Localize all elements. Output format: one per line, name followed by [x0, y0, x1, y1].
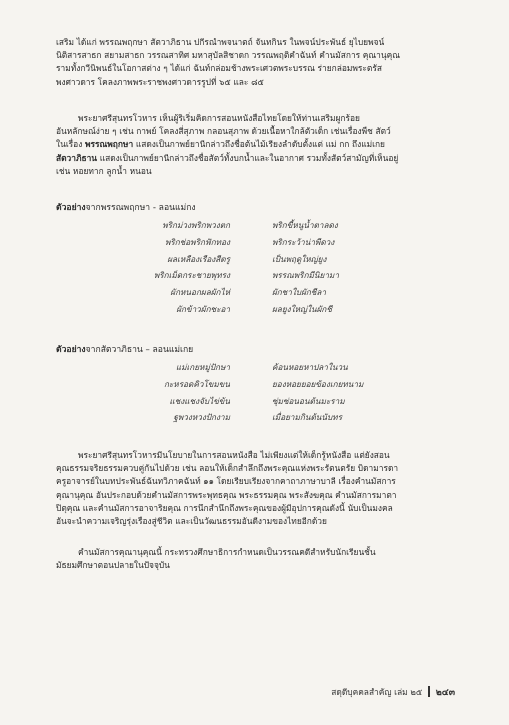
text-line: อันหลักษณ์ง่าย ๆ เช่น กาพย์ โคลงสี่สุภาพ กลอนสุภาพ ด้วยเนื้อหาใกล้ตัวเด็ก เช่นเรื่องพืช สัตว์: [56, 126, 391, 137]
poem-verse: ฐพวงหวงปักงาม: [173, 412, 230, 423]
poem-verse: ผักข้าวผักชะอา: [176, 303, 230, 314]
text-line: คำนมัสการคุณานุคุณนี้ กระทรวงศึกษาธิการกำหนดเป็นวรรณคดีสำหรับนักเรียนชั้น: [78, 547, 376, 557]
poem-verse: แม่เกยหมู่ปักษา: [175, 362, 230, 372]
paragraph-moral-teaching: [56, 449, 454, 528]
poem-verse: แชงแชงจับไข่ข้น: [169, 395, 230, 406]
poem-verse: พริกม่วงพริกพวงตก: [162, 220, 230, 230]
poem-row: [0, 219, 509, 236]
text-line: เช่น หอยทาก ลูกน้ำ หนอน: [56, 165, 152, 176]
poem-example-1: [0, 219, 509, 320]
text-line: พระยาศรีสุนทรโวหารมีนโยบายในการสอนหนังสือ ไม่เพียงแต่ให้เด็กรู้หนังสือ แต่ยังสอน: [78, 450, 390, 460]
poem-row: [0, 395, 509, 412]
poem-verse: พรรณพริกมีนิยามา: [272, 270, 339, 281]
page-number: ๒๔๓: [435, 687, 455, 698]
heading-text: จากพรรณพฤกษา - ลอนแม่กง: [85, 203, 196, 213]
poem-verse: ผลเหลืองเรืองสีตรู: [167, 253, 230, 264]
poem-verse: พริกเม็ดกระชายพุทรง: [153, 270, 230, 281]
text-fragment: แสดงเป็นกาพย์ยานีกล่าวถึงชื่อสัตว์ทั้งบกน้ำและในอากาศ รวมทั้งสัตว์สามัญที่เห็นอยู่: [97, 152, 399, 163]
paragraph-curriculum: [56, 546, 454, 572]
text-line: รามทั้งกวีนิพนธ์ในโอกาสต่าง ๆ ได้แก่ ฉันท์กล่อมช้างพระเศวตพระบรรณ ร่ายกล่อมพระตรัส: [56, 63, 382, 74]
poem-example-2: [0, 361, 509, 428]
poem-row: [0, 303, 509, 320]
poem-row: [0, 253, 509, 270]
poem-verse: ผักหนอกผลผักไห่: [170, 287, 230, 298]
poem-verse: พริกช่อพริกฟักทอง: [164, 236, 230, 247]
footer-book-title: สดุดีบุคคลสำคัญ เล่ม ๒๕: [331, 687, 423, 697]
heading-bold: ตัวอย่าง: [56, 203, 86, 213]
text-line: พงศาวดาร โคลงภาพพระราชพงศาวดารรูปที่ ๖๕ และ ๘๕: [56, 76, 264, 87]
text-fragment: ในเรื่อง: [56, 139, 85, 150]
poem-verse: พริกระว้าน่าพีดวง: [272, 236, 335, 247]
poem-verse: ซุ่มซ่อนอนต้นมะราม: [272, 395, 345, 406]
poem-verse: ค้อนหอยหาปลาในวน: [272, 362, 348, 372]
example-heading-2: [56, 342, 193, 356]
text-line: คุณธรรมจริยธรรมควบคู่กันไปด้วย เช่น ลอนให้เด็กสำลึกถึงพระคุณแห่งพระรัตนตรัย บิดามารดา: [56, 463, 399, 474]
poem-row: [0, 361, 509, 378]
heading-text: จากสัตวาภิธาน – ลอนแม่เกย: [85, 345, 194, 355]
example-heading-1: [56, 200, 196, 214]
text-fragment: แสดงเป็นกาพย์ยานีกล่าวถึงชื่อต้นไม้เรียงลำดับตั้งแต่ แม่ กก ถึงแม่เกย: [133, 139, 385, 150]
poem-row: [0, 269, 509, 286]
poem-verse: กะหรอดคิวโขมขน: [163, 378, 230, 389]
poem-verse: ผักชาใบผักชีลา: [272, 287, 327, 298]
poem-verse: เป็นพฤดูใหญ่ยูง: [272, 253, 327, 264]
poem-row: [0, 411, 509, 428]
poem-row: [0, 378, 509, 395]
poem-verse: เมื่อยามกินต้นนับทร: [272, 412, 342, 423]
footer-divider: [428, 686, 430, 697]
poem-row: [0, 236, 509, 253]
poem-row: [0, 286, 509, 303]
heading-bold: ตัวอย่าง: [56, 345, 86, 355]
title-sattawaphithan: สัตวาภิธาน: [56, 152, 98, 163]
text-line: ปิตุคุณ และคำนมัสการอาจาริยคุณ การนึกสำนึกถึงพระคุณของผู้มีอุปการคุณดังนี้ นับเป็นมงคล: [56, 502, 393, 513]
text-line: ครูอาจารย์ในบทประพันธ์ฉันทวิภาคฉันท์ ๑๑ โดยเรียบเรียงจากคาถาภาษาบาลี เรื่องคำนมัสการ: [56, 476, 396, 487]
page-footer: [331, 685, 455, 700]
text-line: นิติสารสาธก สยามสาธก วรรณสาทิศ มหาสุบัลสิชาดก วรรณพฤติคำฉันท์ คำนมัสการ คุณานุคุณ: [56, 50, 400, 61]
text-line: อันจะนำความเจริญรุ่งเรืองสู่ชีวิต และเป็นวัฒนธรรมอันดีงามของไทยอีกด้วย: [56, 516, 327, 527]
poem-verse: ยองหอยยอยข้องเกยทนาม: [272, 378, 364, 389]
text-line: คุณานุคุณ อันประกอบด้วยคำนมัสการพระพุทธคุณ พระธรรมคุณ พระสังฆคุณ คำนมัสการมาตา: [56, 489, 397, 500]
intro-paragraph: [56, 36, 454, 89]
text-line: มัธยมศึกษาตอนปลายในปัจจุบัน: [56, 560, 170, 571]
text-line: พระยาศรีสุนทรโวหาร เห็นผู้ริเริ่มคิดการสอนหนังสือไทยโดยให้ท่านเสริมผูกร้อย: [78, 113, 360, 123]
paragraph-teaching-method: [56, 112, 454, 178]
poem-verse: ผลยูงใหญ่ในผักชี: [272, 303, 332, 314]
poem-verse: พริกขี้หนูน้ำตาลดง: [272, 220, 338, 230]
title-phanphruksa: พรรณพฤกษา: [84, 139, 134, 150]
text-line: เสริม ได้แก่ พรรณพฤกษา สัตวาภิธาน ปกีรณำพจนาตถ์ จันทกินร ในพจน์ประพันธ์ ยุไบยพจน์: [56, 37, 385, 47]
